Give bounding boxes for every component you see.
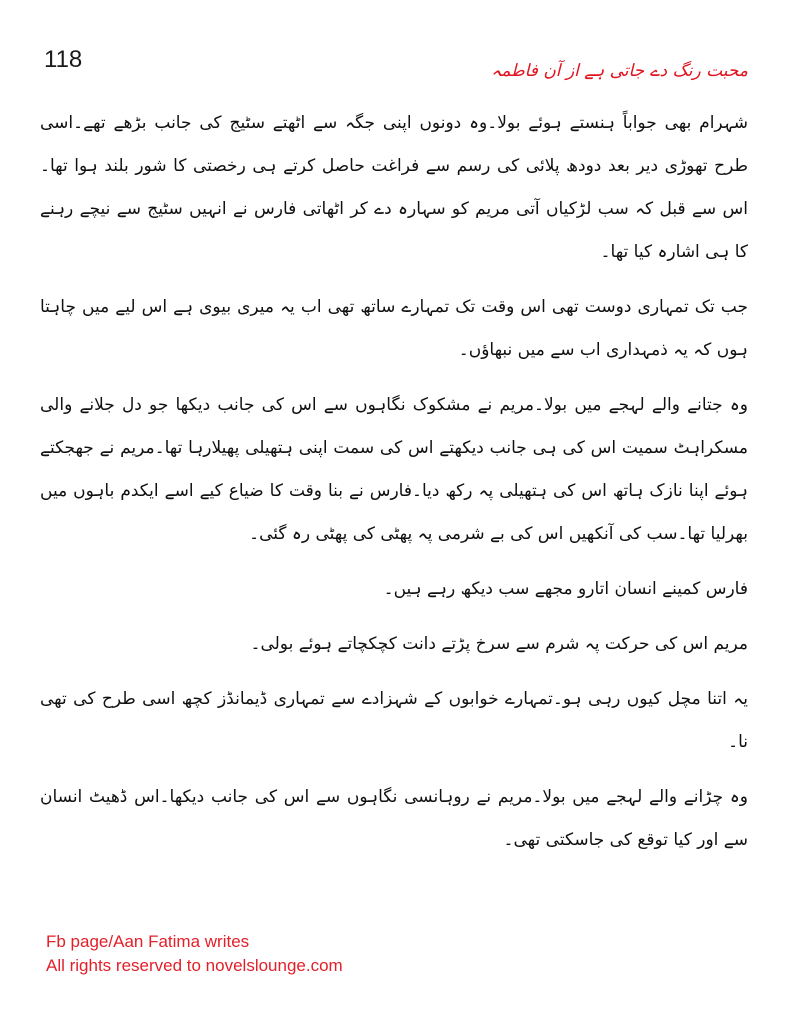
paragraph: وہ جتانے والے لہجے میں بولا۔مریم نے مشکوک نگاہوں سے اس کی جانب دیکھا جو دل جلانے والی مسکراہٹ سمیت اس کی ہی جانب دیکھتے اس کی سمت اپنی ہتھیلی پھیلارہا تھا۔مریم نے جھجکتے ہوئے اپنا نازک ہاتھ اس کی ہتھیلی پہ رکھ دیا۔فارس نے بنا وقت کا ضیاع کیے اسے ایکدم باہوں میں بھرلیا تھا۔سب کی آنکھیں اس کی بے شرمی پہ پھٹی کی پھٹی رہ گئی۔ [40,395,748,544]
footer-copyright: All rights reserved to novelslounge.com [46,956,343,975]
paragraph: جب تک تمہاری دوست تھی اس وقت تک تمہارے ساتھ تھی اب یہ میری بیوی ہے اس لیے میں چاہتا ہوں کہ یہ ذمہداری اب سے میں نبھاؤں۔ [40,297,748,360]
paragraph: یہ اتنا مچل کیوں رہی ہو۔تمہارے خوابوں کے شہزادے سے تمہاری ڈیمانڈز کچھ اسی طرح کی تھی نا۔ [40,689,748,752]
paragraph: مریم اس کی حرکت پہ شرم سے سرخ پڑتے دانت کچکچاتے ہوئے بولی۔ [250,634,748,654]
paragraph: وہ چڑانے والے لہجے میں بولا۔مریم نے روہانسی نگاہوں سے اس کی جانب دیکھا۔اس ڈھیٹ انسان سے اور کیا توقع کی جاسکتی تھی۔ [40,787,748,850]
book-title: محبت رنگ دے جاتی ہے از آن فاطمہ [491,61,748,81]
page-number: 118 [44,46,83,73]
footer-credits [46,930,343,978]
story-text [40,102,748,874]
paragraph: شہرام بھی جواباً ہنستے ہوئے بولا۔وہ دونوں اپنی جگہ سے اٹھتے سٹیج کی جانب بڑھے تھے۔اسی طرح تھوڑی دیر بعد دودھ پلائی کی رسم سے فراغت حاصل کرتے ہی رخصتی کا شور بلند ہوا تھا۔اس سے قبل کہ سب لڑکیاں آتی مریم کو سہارہ دے کر اٹھاتی فارس نے انہیں سٹیج سے نیچے رہنے کا ہی اشارہ کیا تھا۔ [40,113,748,262]
paragraph: فارس کمینے انسان اتارو مجھے سب دیکھ رہے ہیں۔ [383,579,748,599]
footer-fb-page: Fb page/Aan Fatima writes [46,932,250,951]
